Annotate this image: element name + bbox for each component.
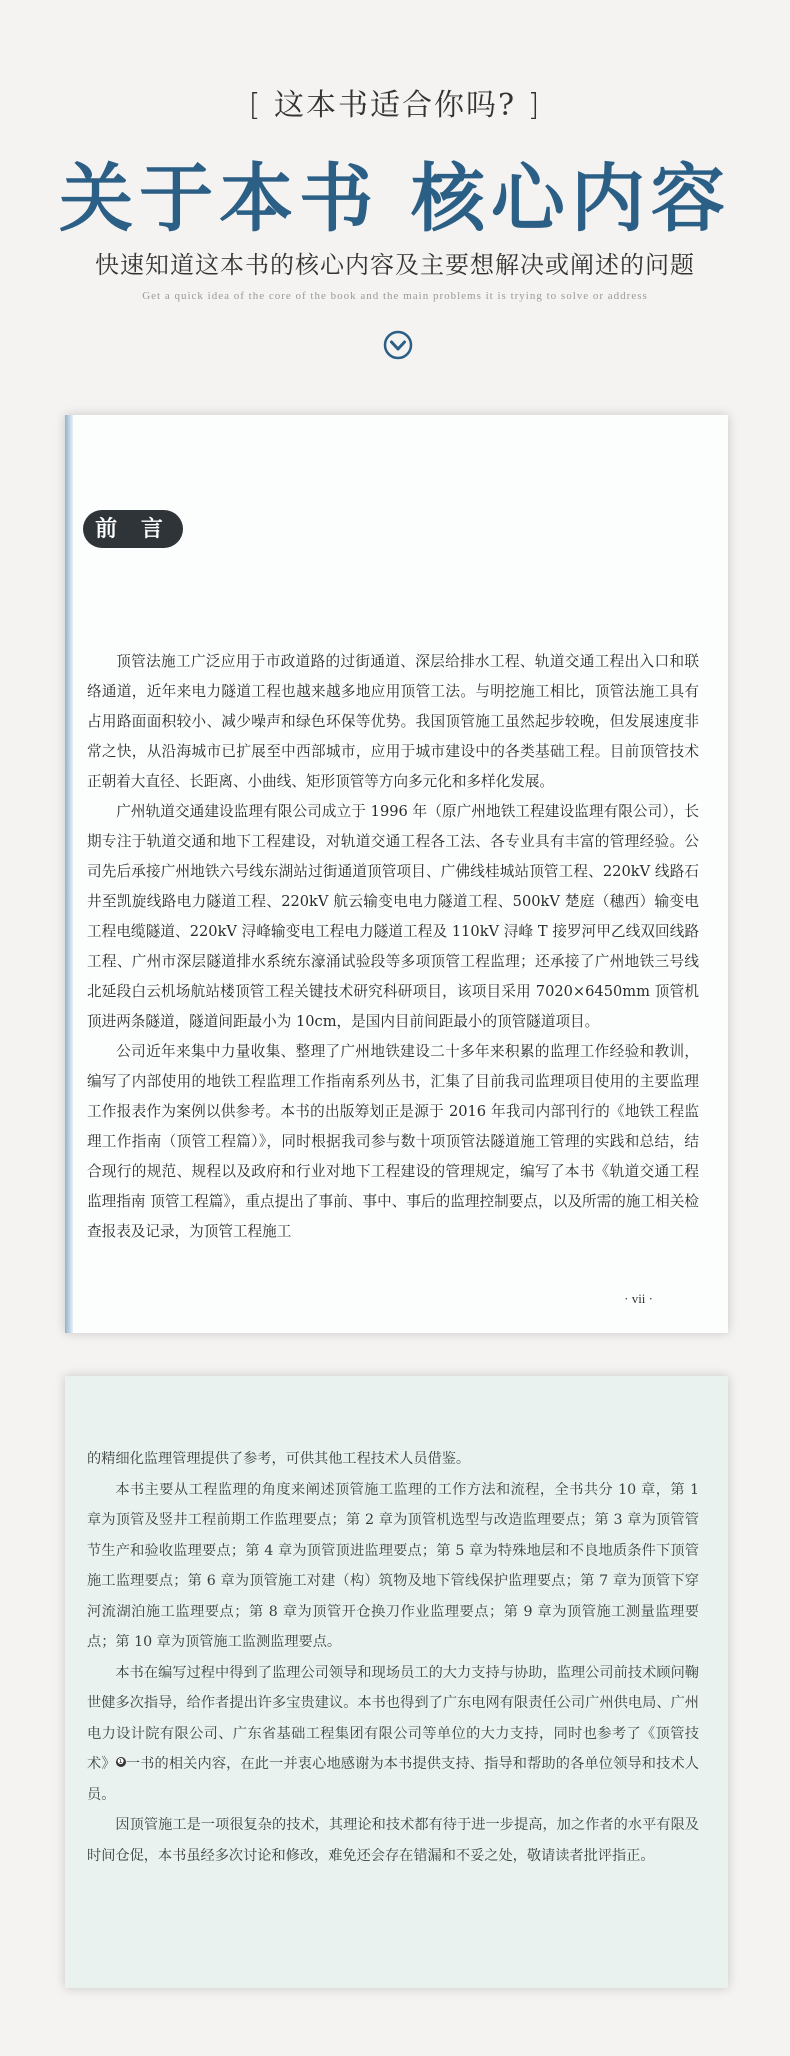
tagline-text: 这本书适合你吗?: [273, 88, 517, 123]
book-page-viii: [65, 1376, 728, 1988]
continued-line: 的精细化监理管理提供了参考，可供其他工程技术人员借鉴。: [87, 1451, 471, 1467]
acknowledgement-text: 本书在编写过程中得到了监理公司领导和现场员工的大力支持与协助，监理公司前技术顾问鞠世健多次指导，给作者提出许多宝贵建议。本书也得到了广东电网有限责任公司广州供电局、广州电力设计院有限公司、广东省基础工程集团有限公司等单位的大力支持，同时也参考了《顶管技术》: [87, 1664, 699, 1772]
subtitle: 快速知道这本书的核心内容及主要想解决或阐述的问题: [95, 251, 695, 279]
preface-text-continued: [87, 1444, 699, 1871]
preface-heading: 前 言: [83, 510, 183, 548]
tagline-bracket-close: ]: [527, 88, 542, 123]
preface-paragraph-3: 公司近年来集中力量收集、整理了广州地铁建设二十多年来积累的监理工作经验和教训，编写了内部使用的地铁工程监理工作指南系列丛书，汇集了目前我司监理项目使用的主要监理工作报表作为案例以供参考。本书的出版筹划正是源于 2016 年我司内部刊行的《地铁工程监理工作指南（顶管工程篇）》，同时根据我司参与数十项顶管法隧道施工管理的实践和总结，结合现行的规范、规程以及政府和行业对地下工程建设的管理规定，编写了本书《轨道交通工程监理指南 顶管工程篇》，重点提出了事前、事中、事后的监理控制要点，以及所需的施工相关检查报表及记录，为顶管工程施工: [87, 1043, 699, 1240]
page-edge-shadow: [65, 415, 73, 1333]
tagline-bracket-open: [: [248, 88, 263, 123]
acknowledgement-tail: 一书的相关内容，在此一并衷心地感谢为本书提供支持、指导和帮助的各单位领导和技术人员。: [87, 1756, 699, 1803]
preface-paragraph-2: 广州轨道交通建设监理有限公司成立于 1996 年（原广州地铁工程建设监理有限公司），长期专注于轨道交通和地下工程建设，对轨道交通工程各工法、各专业具有丰富的管理经验。公司先后承接广州地铁六号线东湖站过街通道顶管项目、广佛线桂城站顶管工程、220kV 线路石井至凯旋线路电力隧道工程、220kV 航云输变电电力隧道工程、500kV 楚庭（穗西）输变电工程电缆隧道、220kV 浔峰输变电工程电力隧道工程及 110kV 浔峰 T 接罗河甲乙线双回线路工程、广州市深层隧道排水系统东濠涌试验段等多项顶管工程监理；还承接了广州地铁三号线北延段白云机场航站楼顶管工程关键技术研究科研项目，该项目采用 7020×6450mm 顶管机顶进两条隧道，隧道间距最小为 10cm，是国内目前间距最小的顶管隧道项目。: [87, 803, 699, 1030]
preface-paragraph-1: 顶管法施工广泛应用于市政道路的过街通道、深层给排水工程、轨道交通工程出入口和联络通道，近年来电力隧道工程也越来越多地应用顶管工法。与明挖施工相比，顶管法施工具有占用路面面积较小、减少噪声和绿色环保等优势。我国顶管施工虽然起步较晚，但发展速度非常之快，从沿海城市已扩展至中西部城市，应用于城市建设中的各类基础工程。目前顶管技术正朝着大直径、长距离、小曲线、矩形顶管等方向多元化和多样化发展。: [87, 653, 699, 790]
preface-text: [87, 647, 699, 1247]
subtitle-english: Get a quick idea of the core of the book and the main problems it is trying to solve or address: [142, 290, 648, 302]
header: [0, 0, 790, 390]
book-page-vii: [65, 415, 728, 1333]
page-number: · vii ·: [624, 1291, 653, 1306]
tagline: [0, 80, 790, 124]
chevron-down-circle-icon: [383, 330, 413, 360]
footnote-mark: ❶: [117, 1757, 125, 1766]
acknowledgement-paragraph: [87, 1658, 699, 1811]
closing-paragraph: 因顶管施工是一项很复杂的技术，其理论和技术都有待于进一步提高，加之作者的水平有限及时间仓促，本书虽经多次讨论和修改，难免还会存在错漏和不妥之处，敬请读者批评指正。: [87, 1817, 699, 1864]
page-title: 关于本书 核心内容: [59, 156, 731, 242]
chapters-paragraph: 本书主要从工程监理的角度来阐述顶管施工监理的工作方法和流程，全书共分 10 章，第 1 章为顶管及竖井工程前期工作监理要点；第 2 章为顶管机选型与改造监理要点；第 3 章为顶管管节生产和验收监理要点；第 4 章为顶管顶进监理要点；第 5 章为特殊地层和不良地质条件下顶管施工监理要点；第 6 章为顶管施工对建（构）筑物及地下管线保护监理要点；第 7 章为顶管下穿河流湖泊施工监理要点；第 8 章为顶管开仓换刀作业监理要点；第 9 章为顶管施工测量监理要点；第 10 章为顶管施工监测监理要点。: [87, 1481, 699, 1650]
